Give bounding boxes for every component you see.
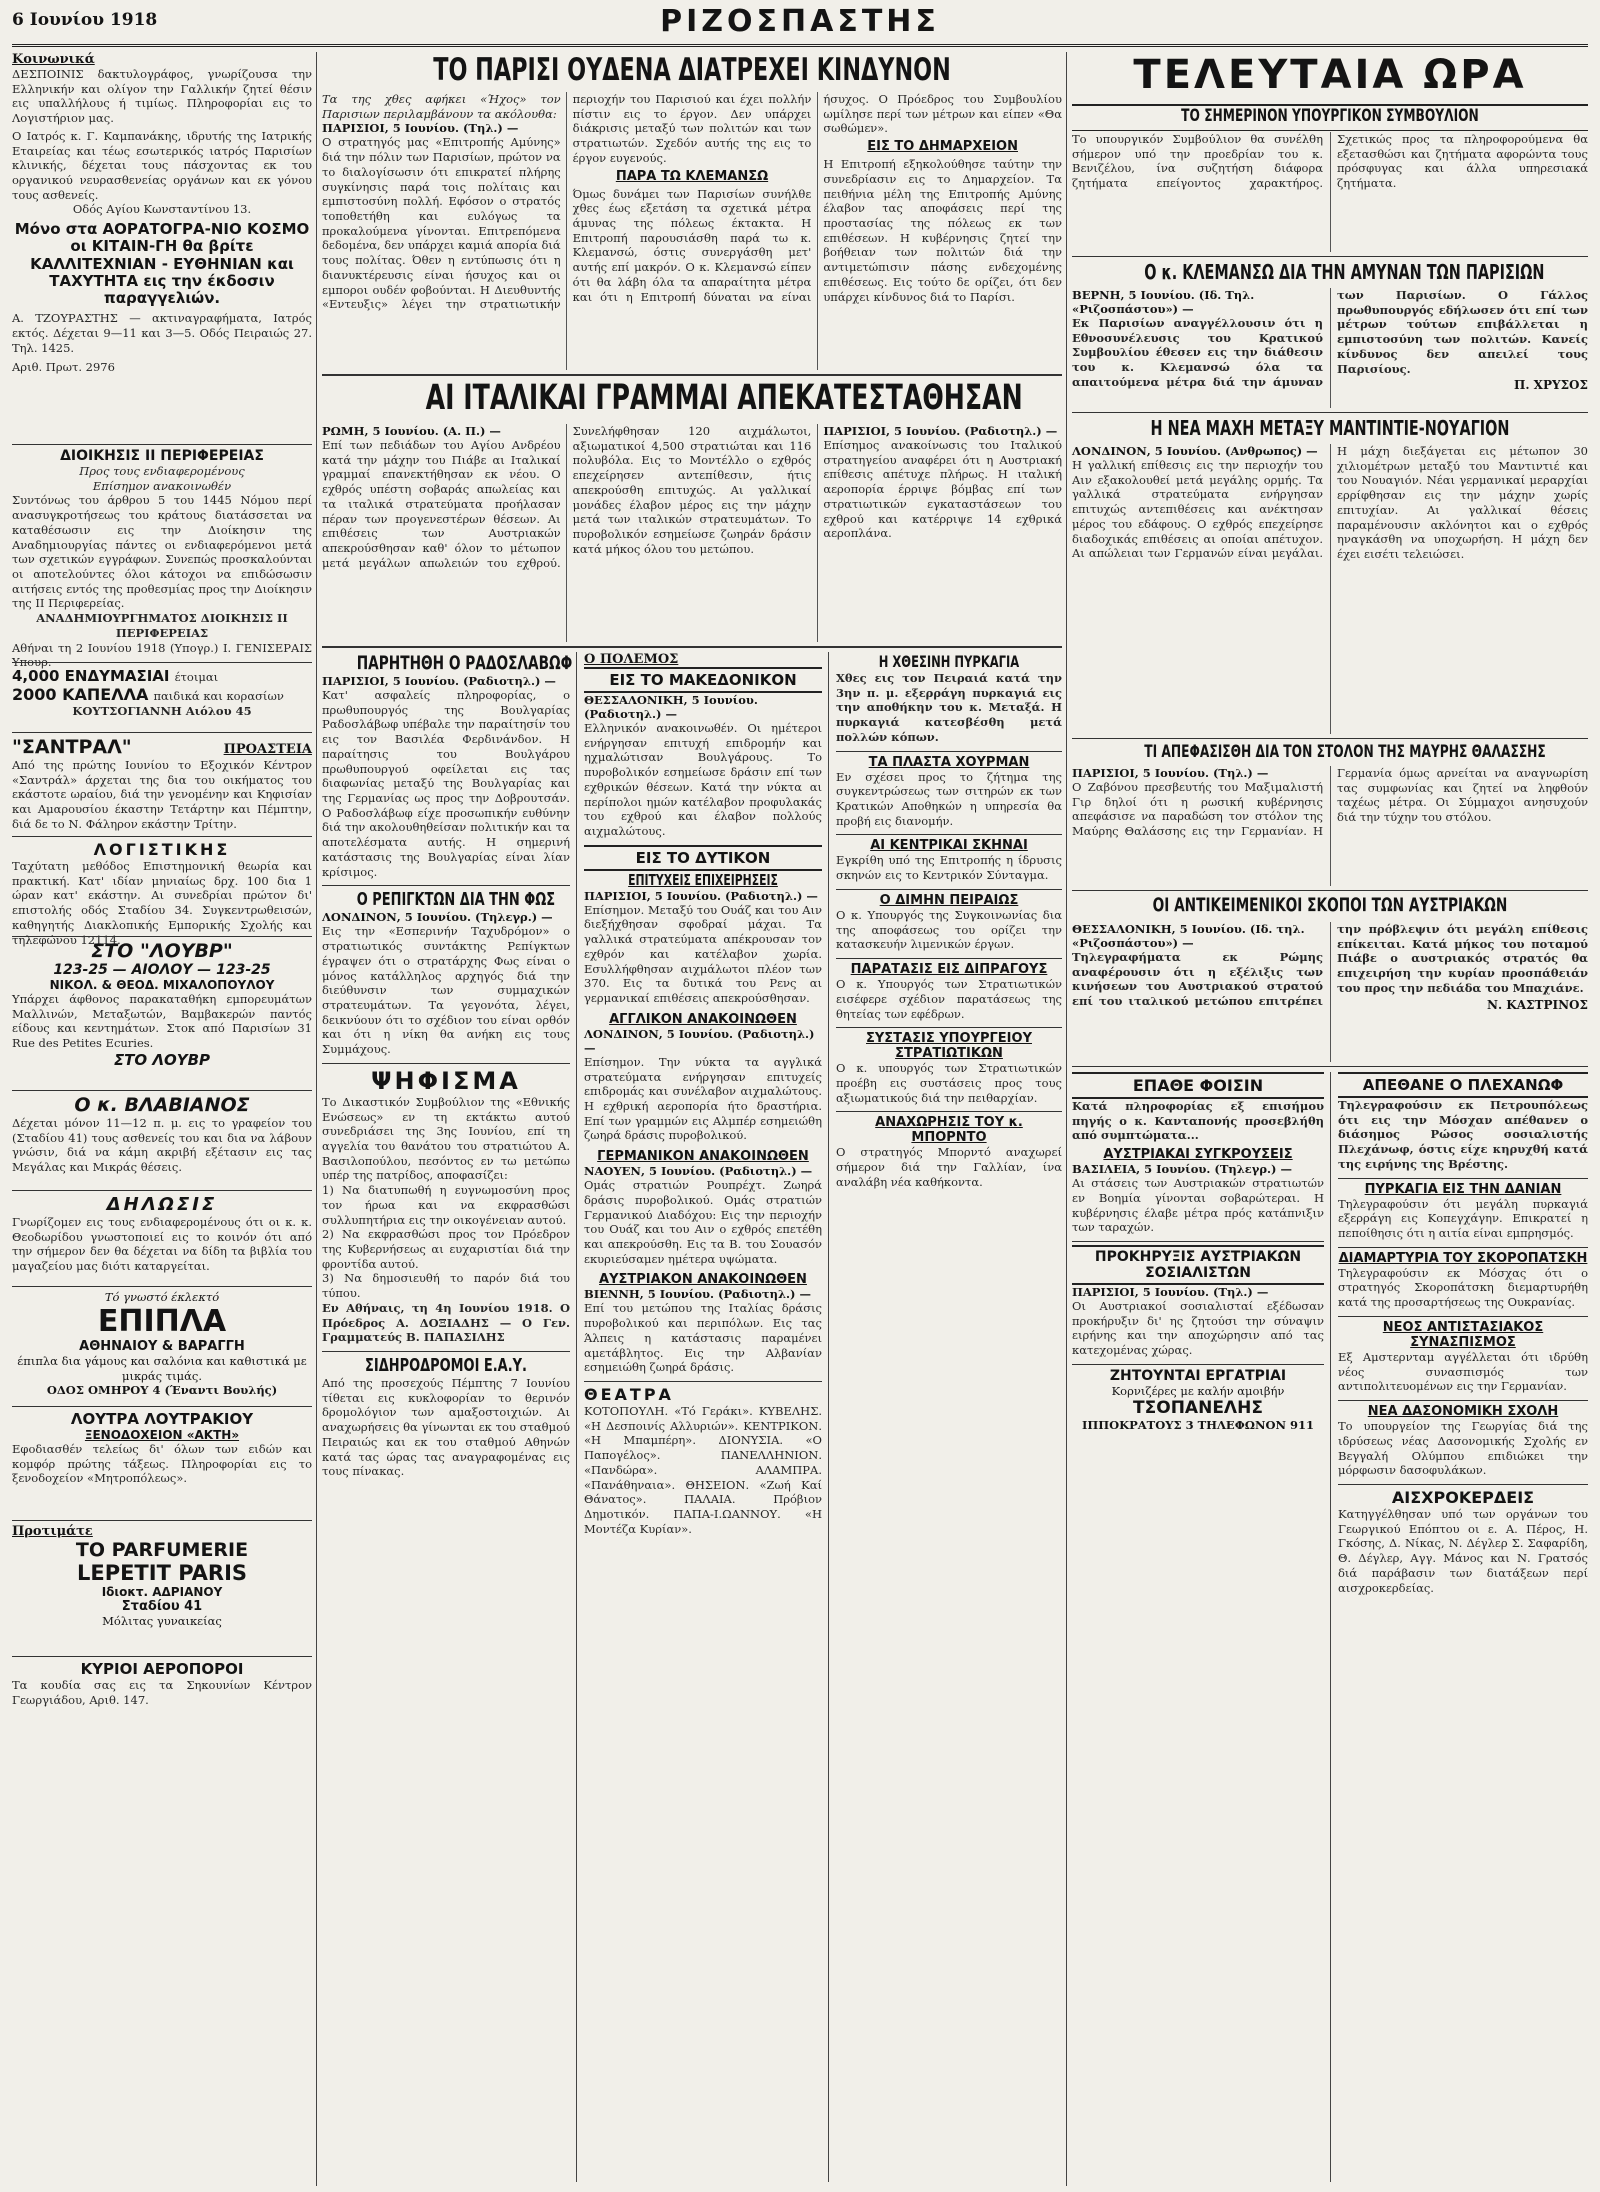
- rule: [322, 646, 1062, 648]
- black-sea-title: ΤΙ ΑΠΕΦΑΣΙΣΘΗ ΔΙΑ ΤΟΝ ΣΤΟΛΟΝ ΤΗΣ ΜΑΥΡΗΣ ΘΑΛΑΣΣΗΣ: [1144, 742, 1546, 762]
- macedonian-dateline: ΘΕΣΣΑΛΟΝΙΚΗ, 5 Ιουνίου. (Ραδιοτηλ.) —: [584, 693, 758, 721]
- denmark-fire-title: ΠΥΡΚΑΓΙΑ ΕΙΣ ΤΗΝ ΔΑΝΙΑΝ: [1364, 1181, 1562, 1197]
- workers-wanted-address: ΙΠΠΟΚΡΑΤΟΥΣ 3 ΤΗΛΕΦΩΝΟΝ 911: [1081, 1418, 1315, 1433]
- masthead: [12, 4, 1588, 44]
- extension-text: Ο κ. Υπουργός των Στρατιωτικών εισέφερε σχέδιον παρατάσεως της θητείας των εφέδρων.: [836, 977, 1062, 1021]
- profiteers-title: ΑΙΣΧΡΟΚΕΡΔΕΙΣ: [1391, 1487, 1535, 1507]
- resolution-title: ΨΗΦΙΣΜΑ: [371, 1066, 521, 1095]
- issue-date: 6 Ιουνίου 1918: [12, 10, 158, 30]
- austrian-communique-title: ΑΥΣΤΡΙΑΚΟΝ ΑΝΑΚΟΙΝΩΘΕΝ: [599, 1272, 807, 1288]
- vlavianos-text: Δέχεται μόνον 11—12 π. μ. εις το γραφείον του (Σταδίου 41) τους ασθενείς του και δια να λάβουν γνώσιν, διά να κάμη ακριβή εξέτασιν εις τας Μεγάλας και Μικράς θέσεις.: [12, 1116, 312, 1175]
- loutraki-title: ΛΟΥΤΡΑ ΛΟΥΤΡΑΚΙΟΥ: [70, 1410, 254, 1428]
- clothing-ad: [12, 666, 312, 728]
- rule: [322, 885, 570, 886]
- furniture-ad: [12, 1290, 312, 1402]
- doctor-address: Οδός Αγίου Κωνσταντίνου 13.: [72, 202, 252, 217]
- louvre-text: Υπάρχει άφθονος παρακαταθήκη εμπορευμάτων Μαλλινών, Μεταξωτών, Βαμβακερών παντός είδους και κεντημάτων. Στοκ από Παρισίων 31 Rue des Petites Ecuries.: [12, 992, 312, 1051]
- italian-dateline-2: ΠΑΡΙΣΙΟΙ, 5 Ιουνίου. (Ραδιοτηλ.) —: [823, 424, 1058, 438]
- german-communique-text: Ομάς στρατιών Ρουπρέχτ. Ζωηρά δράσις πυροβολικού. Ομάς στρατιών Γερμανικού Διαδόχου: Εις την περιοχήν του Ουάζ και του Αιν ο εχθρός επετέθη και απεκρούσθη. Εις τα Β. του Σουασόν εκυριεύσαμεν ημέτερα υψώματα.: [584, 1178, 822, 1266]
- plekhanov-title: ΑΠΕΘΑΝΕ Ο ΠΛΕΧΑΝΩΦ: [1338, 1072, 1588, 1098]
- plekhanov-text: Τηλεγραφούσιν εκ Πετρουπόλεως ότι εις την Μόσχαν απέθανεν ο διάσημος Ρώσος σοσιαλιστής Πλεχάνωφ, όστις είχε κηρυχθή κατά της ειρήνης της Βρέστης.: [1338, 1098, 1588, 1171]
- column-divider: [576, 652, 577, 2182]
- accounting-title: ΛΟΓΙΣΤΙΚΗΣ: [93, 840, 231, 859]
- central-scenes-text: Εγκρίθη υπό της Επιτροπής η ίδρυσις σκηνών εις το Κεντρικόν Σύνταγμα.: [836, 853, 1062, 883]
- western-dateline: ΠΑΡΙΣΙΟΙ, 5 Ιουνίου. (Ραδιοτηλ.) —: [584, 888, 818, 903]
- english-communique-dateline: ΛΟΝΔΙΝΟΝ, 5 Ιουνίου. (Ραδιοτηλ.) —: [584, 1026, 815, 1055]
- aviators-text: Τα κουδία σας εις τα Σηκουνίων Κέντρον Γεωργιάδου, Αριθ. 147.: [12, 1678, 312, 1707]
- rule: [12, 662, 312, 663]
- newspaper-title: ΡΙΖΟΣΠΑΣΤΗΣ: [660, 4, 940, 39]
- black-sea-text: Ο Ζαβόνου πρεσβευτής του Μαξιμαλιστή Γιρ δηλοί ότι η ρωσική κυβέρνησις απεφάσισε να παραδώση τον στόλον της Μαύρης Θαλάσσης εις την Γερμανίαν. Η Γερμανία όμως αρνείται να αναγνωρίση τας συμφωνίας και ζητεί να ληφθούν ταχέως μέτρα. Οι Σύμμαχοι ανησυχούν διά την τύχην του στόλου.: [1072, 766, 1588, 839]
- loutraki-hotel: ΞΕΝΟΔΟΧΕΙΟΝ «ΑΚΤΗ»: [84, 1428, 240, 1442]
- paris-intro: Τα της χθες αφήκει «Ήχος» τον Παρισιων περιλαμβάνουν τα ακόλουθα:: [322, 92, 561, 121]
- notice-text: Συντόνως του άρθρου 5 του 1445 Νόμου περί ανασυγκροτήσεως του κράτους διατάσσεται να καταθέσωσιν εις την Διοίκησιν της Αναδημιουργίας πάντες οι ενδιαφερόμενοι μετά των σχετικών εγγράφων. Συνεπώς προσκαλούνται οι αποτελούντες όλοι κάτοχοι να επιδώσωσιν αιτήσεις εντός της προθεσμίας προς την Διοίκησιν της ΙΙ Περιφερείας.: [12, 493, 312, 611]
- austrian-aims-dateline: ΘΕΣΣΑΛΟΝΙΚΗ, 5 Ιουνίου. (Ιδ. τηλ. «Ριζοσπάστου») —: [1072, 922, 1305, 950]
- center-subcolumn-b: [584, 652, 822, 2182]
- rule: [836, 958, 1062, 959]
- skoropadsky-title: ΔΙΑΜΑΡΤΥΡΙΑ ΤΟΥ ΣΚΟΡΟΠΑΤΣΚΗ: [1338, 1250, 1588, 1266]
- clemenceau-dateline: ΒΕΡΝΗ, 5 Ιουνίου. (Ιδ. Τηλ. «Ριζοσπάστου») —: [1072, 288, 1255, 316]
- austrian-clashes-text: Αι στάσεις των Αυστριακών στρατιωτών εν Βοημία γίνονται σοβαρώτεραι. Η κυβέρνησις έλαβε μέτρα πρός κατάπνιξιν των ταραχών.: [1072, 1176, 1324, 1235]
- paris-text-3: Η Επιτροπή εξηκολούθησε ταύτην την συνεδρίασιν εις το Δημαρχείον. Τα πειθήνια μέλη της Επιτροπής Αμύνης έλαβον τας αποφάσεις περί της προστασίας της πόλεως εκ των επιθέσεων. Η κυβέρνησις ζητεί την βοήθειαν των πολιτών διά την αντιμετώπισιν πάσης ενδεχομένης επιθέσεως. Εις τούτο δε ορίζει, ότι δεν υπάρχει κίνδυνος διά το Παρίσι.: [823, 157, 1062, 304]
- austrian-aims-title: ΟΙ ΑΝΤΙΚΕΙΜΕΝΙΚΟΙ ΣΚΟΠΟΙ ΤΩΝ ΑΥΣΤΡΙΑΚΩΝ: [1152, 894, 1508, 916]
- notice-signature: Αθήναι τη 2 Ιουνίου 1918 (Υπογρ.) Ι. ΓΕΝΙΣΕΡΑΙΣ Υπουρ.: [12, 640, 312, 670]
- austrian-clashes-title: ΑΥΣΤΡΙΑΚΑΙ ΣΥΓΚΡΟΥΣΕΙΣ: [1103, 1147, 1293, 1163]
- ministry-title: ΣΥΣΤΑΣΙΣ ΥΠΟΥΡΓΕΙΟΥ ΣΤΡΑΤΙΩΤΙΚΩΝ: [866, 1031, 1032, 1062]
- clemenceau-title: Ο κ. ΚΛΕΜΑΝΣΩ ΔΙΑ ΤΗΝ ΑΜΥΝΑΝ ΤΩΝ ΠΑΡΙΣΙΩΝ: [1144, 260, 1545, 284]
- central-scenes-title: ΑΙ ΚΕΝΤΡΙΚΑΙ ΣΚΗΝΑΙ: [870, 838, 1028, 854]
- parfumerie-text: Μόλιτας γυναικείας: [102, 1614, 222, 1628]
- louvre-footer: ΣΤΟ ΛΟΥΒΡ: [113, 1050, 211, 1069]
- parfumerie-title-2: LEPETIT PARIS: [76, 1561, 248, 1585]
- right-subcolumn-a: [1072, 1072, 1324, 2182]
- austrian-aims-signature: Ν. ΚΑΣΤΡΙΝΟΣ: [1486, 997, 1588, 1012]
- proclamation-title: ΠΡΟΚΗΡΥΞΙΣ ΑΥΣΤΡΙΑΚΩΝ ΣΟΣΙΑΛΙΣΤΩΝ: [1072, 1245, 1324, 1285]
- italian-headline: [322, 378, 1062, 420]
- clemenceau-text: Εκ Παρισίων αναγγέλλουσιν ότι η Εθνοσυνέλευσις του Κρατικού Συμβουλίου έθεσεν εις την διάθεσιν του κ. Κλεμανσώ όλα τα απαιτούμενα μέτρα διά την άμυναν των Παρισίων. Ο Γάλλος πρωθυπουργός εδήλωσεν ότι επί των μέτρων τούτων επιβάλλεται η εμπιστοσύνη των πολιτών. Κανείς κίνδυνος δεν απειλεί τους Παρισίους.: [1072, 288, 1588, 389]
- parfumerie-owner: Ιδιοκτ. ΑΔΡΙΑΝΟΥ: [101, 1585, 223, 1599]
- new-battle-headline: [1072, 416, 1588, 440]
- center-subcolumn-a: [322, 652, 573, 2182]
- austrian-clashes-dateline: ΒΑΣΙΛΕΙΑ, 5 Ιουνίου. (Τηλεγρ.) —: [1072, 1162, 1292, 1177]
- notice-office: ΑΝΑΔΗΜΙΟΥΡΓΗΜΑΤΟΣ ΔΙΟΙΚΗΣΙΣ ΙΙ ΠΕΡΙΦΕΡΕΙΑΣ: [36, 611, 288, 640]
- furniture-address-2: ΟΔΟΣ ΟΜΗΡΟΥ 4 (Έναντι Βουλής): [46, 1383, 278, 1398]
- clothing-ad-title: 4,000 ΕΝΔΥΜΑΣΙΑΙ: [12, 667, 170, 685]
- clemenceau-article: [1072, 288, 1588, 408]
- rule: [836, 751, 1062, 752]
- aviators-title: ΚΥΡΙΟΙ ΑΕΡΟΠΟΡΟΙ: [80, 1660, 244, 1678]
- new-battle-title: Η ΝΕΑ ΜΑΧΗ ΜΕΤΑΞΥ ΜΑΝΤΙΝΤΙΕ-ΝΟΥΑΓΙΟΝ: [1150, 416, 1510, 440]
- column-divider: [1330, 1072, 1331, 2182]
- rule: [836, 834, 1062, 835]
- rule: [836, 1027, 1062, 1028]
- accounting-ad: [12, 840, 312, 947]
- santral-ad: [12, 736, 312, 832]
- fabrics-title: ΤΑ ΠΛΑΣΤΑ ΧΟΥΡΜΑΝ: [868, 754, 1030, 770]
- forestry-title: ΝΕΑ ΔΑΣΟΝΟΜΙΚΗ ΣΧΟΛΗ: [1367, 1404, 1559, 1420]
- austrian-communique-text: Επί του μετώπου της Ιταλίας δράσις πυροβολικού και περιπόλων. Εις τας Άλπεις η κατάστασις παραμένει αμετάβλητος. Εις την Αλβανίαν εσημειώθη ζωηρά δράσις.: [584, 1301, 822, 1375]
- paris-text-2: Όμως δυνάμει των Παρισίων συνήλθε χθες έως εξετάση τα σχετικά μέτρα άμυνας της πόλεως έκτακτα. Η Επιτροπή παρουσιάσθη παρά τω κ. Κλεμανσώ, όστις συνεργάσθη μετ' αυτής επί μακρόν. Ο κ. Κλεμανσώ είπεν ότι θα λάβη όλα τα απαραίτητα μέτρα και ότι η Επιτροπή δύναται να είναι ήσυχος. Ο Πρόεδρος του Συμβουλίου ωμίλησε περί των μέτρων και είπεν «Θα σωθώμεν».: [572, 92, 1062, 304]
- macedonian-title: ΕΙΣ ΤΟ ΜΑΚΕΔΟΝΙΚΟΝ: [584, 667, 822, 693]
- rule: [322, 1351, 570, 1352]
- rule: [12, 1090, 312, 1091]
- workers-wanted-text: Κορνιζέρες με καλήν αμοιβήν: [1111, 1383, 1285, 1398]
- clemenceau-headline: [1072, 260, 1588, 284]
- declaration-ad: [12, 1194, 312, 1282]
- rule: [836, 1111, 1062, 1112]
- ministry-text: Ο κ. υπουργός των Στρατιωτικών προέβη εις συστάσεις προς τους αξιωματικούς διά την πειθαρχίαν.: [836, 1061, 1062, 1105]
- paris-title: ΤΟ ΠΑΡΙΣΙ ΟΥΔΕΝΑ ΔΙΑΤΡΕΧΕΙ ΚΙΝΔΥΝΟΝ: [433, 52, 951, 88]
- illness-title: ΕΠΑΘΕ ΦΟΙΣΙΝ: [1072, 1072, 1324, 1099]
- declaration-text: Γνωρίζομεν εις τους ενδιαφερομένους ότι οι κ. κ. Θεοδωρίδου γνωστοποιεί εις το κοινόν ότι από την σήμερον δεν θα δέχεται να δίδη τα βιβλία του μαγαζείου μας διότι καταργείται.: [12, 1215, 312, 1274]
- workers-wanted-name: ΤΣΟΠΑΝΕΛΗΣ: [1133, 1398, 1263, 1419]
- paris-dateline: ΠΑΡΙΣΙΟΙ, 5 Ιουνίου. (Τηλ.) —: [322, 121, 519, 136]
- italian-dateline: ΡΩΜΗ, 5 Ιουνίου. (Α. Π.) —: [322, 424, 501, 438]
- furniture-address: ΑΘΗΝΑΙΟΥ & ΒΑΡΑΓΓΗ: [79, 1339, 245, 1355]
- forestry-text: Το υπουργείον της Γεωργίας διά της ιδρύσεως νέας Δασονομικής Σχολής εν Βεγγαλή Ολύμπου επιδιώκει την μόρφωσιν δασοφυλάκων.: [1338, 1419, 1588, 1478]
- austrian-aims-article: [1072, 922, 1588, 1062]
- rule: [12, 936, 312, 937]
- rule: [1338, 1316, 1588, 1317]
- cabinet-subhead: ΤΟ ΣΗΜΕΡΙΝΟΝ ΥΠΟΥΡΓΙΚΟΝ ΣΥΜΒΟΥΛΙΟΝ: [1181, 106, 1479, 126]
- classified-text: ΔΕΣΠΟΙΝΙΣ δακτυλογράφος, γνωρίζουσα την Ελληνικήν και ολίγον την Γαλλικήν ζητεί θέσιν εις υπαλλήλους ή τιμίως. Πληροφορίαι εις το Λογιστήριον μας.: [12, 67, 312, 126]
- paris-text: Ο στρατηγός μας «Επιτροπής Αμύνης» διά την πόλιν των Παρισίων, πρώτον να το διαλογίσωσιν ότι επικρατεί πλήρης συγκίνησις παρά τοις πολίταις και εμπιστοσύνη πολλή. Εφόσον ο στρατός τοποθετήθη και ευλόγως τα προκαλούμενα γίνονται. Επιτρεπόμενα δεδομένα, δεν υπάρχει καμιά απορία διά τους πολίτας. Όθεν η εντύπωσις ότι η διανυκτέρευσις είναι ήσυχος και οι εμποροι ουδέν φοβούνται. Η Διευθυντής «Εντευξις» λέγει την στρατιωτικήν περιοχήν του Παρισιού και έχει πολλήν πίστιν εις το έργον. Δεν υπάρχει διάκρισις μεταξύ των πολιτών και των στρατιωτών. Σχεδόν αυτής της εις το έργον ευγενούς.: [322, 92, 812, 312]
- rule: [1338, 1178, 1588, 1179]
- black-sea-dateline: ΠΑΡΙΣΙΟΙ, 5 Ιουνίου. (Τηλ.) —: [1072, 766, 1269, 780]
- western-text: Επίσημον. Μεταξύ του Ουάζ και του Αιν διεξήχθησαν σφοδραί μάχαι. Τα γαλλικά στρατεύματα απέκρουσαν τον εχθρόν και κατέλαβον χωρία. Εσυλλήφθησαν αιχμάλωτοι πλέον των 370. Εις τα δυτικά του Ρενς αι γερμανικαί επιθέσεις απεκρούσθησαν.: [584, 902, 822, 1006]
- hats-ad-suffix: παιδικά και κορασίων: [153, 689, 284, 703]
- english-communique-text: Επίσημον. Την νύκτα τα αγγλικά στρατεύματα ενήργησαν επιτυχείς επιδρομάς και συνέλαβον αιχμαλώτους. Η εχθρική αεροπορία ήτο δραστήρια. Επί των γραμμών εις Αλμπέρ εσημειώθη ζωηρά δράσις πυροβολικού.: [584, 1054, 822, 1143]
- vlavianos-title: Ο κ. ΒΛΑΒΙΑΝΟΣ: [74, 1094, 250, 1116]
- rule: [1072, 738, 1588, 739]
- furniture-kicker: Τό γνωστό έκλεκτό: [104, 1290, 220, 1304]
- black-sea-headline: [1072, 742, 1588, 764]
- rule: [12, 1286, 312, 1287]
- center-subcolumn-c: [836, 652, 1062, 2182]
- rule: [322, 1063, 570, 1064]
- rule: [12, 1406, 312, 1407]
- rule: [12, 1190, 312, 1191]
- workers-wanted-title: ΖΗΤΟΥΝΤΑΙ ΕΡΓΑΤΡΙΑΙ: [1109, 1367, 1287, 1384]
- austrian-aims-headline: [1072, 894, 1588, 918]
- louvre-ad: [12, 940, 312, 1086]
- aviators-ad: [12, 1660, 312, 1740]
- rule: [1072, 1241, 1324, 1242]
- paris-article: [322, 92, 1062, 370]
- loutraki-text: Εφοδιασθέν τελείως δι' όλων των ειδών και κομφόρ πρώτης τάξεως. Πληροφορίαι εις το ξενοδοχείον «Μητροπόλεως».: [12, 1442, 312, 1486]
- black-sea-article: [1072, 766, 1588, 886]
- resolution-item-3: 3) Να δημοσιευθή το παρόν διά του τύπου.: [322, 1271, 570, 1301]
- furniture-text: έπιπλα δια γάμους και σαλόνια και καθιστικά με μικράς τιμάς.: [17, 1354, 307, 1383]
- radoslavov-text: Κατ' ασφαλείς πληροφορίας, ο πρωθυπουργός της Βουλγαρίας Ραδοσλάβωφ υπέβαλε την παραίτησίν του εις τον Βασιλέα Φερδινάνδον. Η παραίτησις του Βουλγάρου πρωθυπουργού οφείλεται εις τας διαφωνίας μεταξύ της Βουλγαρίας και της Γερμανίας ως προς την Δοβρουτσάν. Ο Ραδοσλάβωφ είχε προσωπικήν ευθύνην διά την ακολουθηθείσαν πολιτικήν και τα αποτελέσματα αυτής. Η σημερινή κατάστασις της Βουλγαρίας είναι λίαν κρίσιμος.: [322, 688, 570, 879]
- paris-headline: [322, 52, 1062, 88]
- resolution-text: Το Δικαστικόν Συμβούλιον της «Εθνικής Ενώσεως» εν τη εκτάκτω αυτού συνεδριάσει της 3ης Ιουνίου, επί τη αγγελία του θανάτου του στρατιώτου Α. Βασιλοπούλου, πεσόντος εν τω μετώπω υπέρ της πατρίδος, αποφασίζει:: [322, 1094, 570, 1183]
- departure-title: ΑΝΑΧΩΡΗΣΙΣ ΤΟΥ κ. ΜΠΟΡΝΤΟ: [875, 1115, 1023, 1146]
- fire-text: Χθες εις τον Πειραιά κατά την 3ην π. μ. εξερράγη πυρκαγιά εις την αποθήκην του κ. Μεταξά. Η πυρκαγιά κατεσβέσθη μετά πολλών κόπων.: [836, 671, 1062, 744]
- resolution-item-2: 2) Να εκφρασθώσι προς τον Πρόεδρον της Κυβερνήσεως αι ευχαριστίαι διά την φροντίδα αυτού.: [322, 1227, 570, 1271]
- proclamation-text: Οι Αυστριακοί σοσιαλισταί εξέδωσαν προκήρυξιν δι' ης ζητούσι την σύναψιν ειρήνης και την αποχώρησιν από τας κατεχομένας χώρας.: [1072, 1299, 1324, 1358]
- column-divider: [1066, 52, 1067, 2186]
- column-divider: [316, 52, 317, 2186]
- protocol-number: Αριθ. Πρωτ. 2976: [12, 359, 115, 374]
- italian-text: Επί των πεδιάδων του Αγίου Ανδρέου κατά την μάχην του Πιάβε αι Ιταλικαί γραμμαί επανεκτήθησαν εκ νέου. Ο εχθρός υπέστη σοβαράς απωλείας και τα ιταλικά στρατεύματα προήλασαν πέραν των προγενεστέρων θέσεων. Αι επιθέσεις των Αυστριακών απεκρούσθησαν καθ' όλον το μέτωπον μετά μεγάλων απωλειών του εχθρού. Συνελήφθησαν 120 αιχμάλωτοι, αξιωματικοί 4,500 στρατιώται και 116 πολυβόλα. Εις το Μοντέλλο ο εχθρός επεχείρησεν αντεπίθεσιν, ήτις απεκρούσθη επιτυχώς. Αι γαλλικαί μονάδες έλαβον μέρος εις την μάχην μετά των ιταλικών στρατευμάτων. Το πυροβολικόν εσημείωσε ζωηράν δράσιν κατά μήκος όλου του μετώπου.: [322, 424, 812, 570]
- louvre-title: ΣΤΟ "ΛΟΥΒΡ": [91, 940, 233, 962]
- repington-title: Ο ΡΕΠΙΓΚΤΩΝ ΔΙΑ ΤΗΝ ΦΩΣ: [356, 889, 556, 911]
- clothing-ad-shop: ΚΟΥΤΣΟΓΙΑΝΝΗ Αιόλου 45: [72, 704, 252, 718]
- austrian-communique-dateline: ΒΙΕΝΝΗ, 5 Ιουνίου. (Ραδιοτηλ.) —: [584, 1287, 811, 1302]
- rule: [12, 444, 312, 445]
- santral-title: "ΣΑΝΤΡΑΛ": [12, 736, 132, 758]
- radoslavov-dateline: ΠΑΡΙΣΙΟΙ, 5 Ιουνίου. (Ραδιοτηλ.) —: [322, 674, 556, 688]
- profiteers-text: Κατηγγέλθησαν υπό των οργάνων του Γεωργικού Επόπτου οι ε. Α. Πέρος, Η. Γκόσης, Δ. Νίκας, Ν. Δέγλερ Σ. Σαφαρίδη, Θ. Δέγλερ, Αγγ. Μάνος και Ν. Γρατσός διά παράβασιν των διατάξεων περί αισχροκερδείας.: [1338, 1506, 1588, 1595]
- notice-subtitle-2: Επίσημον ανακοινωθέν: [92, 478, 232, 493]
- left-column: [12, 52, 312, 2186]
- hats-ad-title: 2000 ΚΑΠΕΛΛΑ: [12, 685, 149, 704]
- coalition-text: Εξ Αμστερνταμ αγγέλλεται ότι ιδρύθη νέος συνασπισμός των αντιπολιτευομένων εις την Γερμανίαν.: [1338, 1349, 1588, 1394]
- new-battle-dateline: ΛΟΝΔΙΝΟΝ, 5 Ιουνίου. (Ανθρωπος) —: [1072, 444, 1318, 458]
- italian-title: ΑΙ ΙΤΑΛΙΚΑΙ ΓΡΑΜΜΑΙ ΑΠΕΚΑΤΕΣΤΑΘΗΣΑΝ: [425, 378, 1023, 418]
- austrian-aims-text: Τηλεγραφήματα εκ Ρώμης αναφέρουσιν ότι η εξέλιξις των κινήσεων του Αυστριακού στρατού επί του ιταλικού μετώπου επιτρέπει την πρόβλεψιν ότι μεγάλη επίθεσις επίκειται. Κατά μήκος του ποταμού Πιάβε ο αυστριακός στρατός θα επιχειρήση την κυρίαν προσπάθειάν του προς την πεδιάδα του Μπαχιάνε.: [1072, 922, 1588, 1009]
- railways-text: Από της προσεχούς Πέμπτης 7 Ιουνίου τίθεται εις κυκλοφορίαν το θερινόν δρομολόγιον των αμαξοστοιχιών. Αι αναχωρήσεις θα γίνωνται εκ του σταθμού Πειραιώς και εκ του σταθμού Αθηνών κατά τας ώρας τας αναγραφομένας εις τους πίνακας.: [322, 1376, 570, 1479]
- notice-title: ΔΙΟΙΚΗΣΙΣ ΙΙ ΠΕΡΙΦΕΡΕΙΑΣ: [60, 448, 264, 464]
- italian-article: [322, 424, 1062, 642]
- parfumerie-address: Σταδίου 41: [121, 1599, 203, 1614]
- repington-text: Εις την «Εσπερινήν Ταχυδρόμον» ο στρατιωτικός συντάκτης Ρεπίγκτων έγραψεν ότι ο στρατάρχης Φως είναι ο μόνος κατάλληλος αρχηγός διά την διεύθυνσιν των συμμαχικών στρατευμάτων. Τα γεγονότα, λέγει, δεικνύουν ότι το σχέδιον του είναι ορθόν και ότι η νίκη θα ανήκη εις τους Συμμάχους.: [322, 924, 570, 1057]
- printing-ad-headline: Μόνο στα ΑΟΡΑΤΟΓΡΑ-ΝΙΟ ΚΟΣΜΟ οι ΚΙΤΑΙΝ-ΓΗ θα βρίτε ΚΑΛΛΙΤΕΧΝΙΑΝ - ΕΥΘΗΝΙΑΝ και ΤΑΧΥΤΗΤΑ εις την έκδοσιν παραγγελιών.: [14, 220, 310, 308]
- radoslavov-title: ΠΑΡΗΤΗΘΗ Ο ΡΑΔΟΣΛΑΒΩΦ: [356, 652, 573, 674]
- vlavianos-ad: [12, 1094, 312, 1186]
- last-hour-title: ΤΕΛΕΥΤΑΙΑ ΩΡΑ: [1133, 52, 1527, 98]
- english-communique-title: ΑΓΓΛΙΚΟΝ ΑΝΑΚΟΙΝΩΘΕΝ: [609, 1011, 797, 1027]
- paris-subhead-townhall: ΕΙΣ ΤΟ ΔΗΜΑΡΧΕΙΟΝ: [867, 139, 1018, 155]
- rule: [12, 836, 312, 837]
- piraeus-port-text: Ο κ. Υπουργός της Συγκοινωνίας δια της αποφάσεως του ορίζει την κατασκευήν λιμενικών έργων.: [836, 907, 1062, 952]
- rule: [1338, 1484, 1588, 1485]
- rule: [322, 374, 1062, 376]
- last-hour-banner: [1072, 52, 1588, 102]
- rule: [1072, 1364, 1324, 1365]
- right-column: [1072, 52, 1588, 2186]
- rule: [12, 732, 312, 733]
- clemenceau-signature: Π. ΧΡΥΣΟΣ: [1513, 378, 1588, 393]
- western-subtitle: ΕΠΙΤΥΧΕΙΣ ΕΠΙΧΕΙΡΗΣΕΙΣ: [628, 870, 778, 889]
- declaration-title: ΔΗΛΩΣΙΣ: [106, 1194, 218, 1215]
- loutraki-ad: [12, 1410, 312, 1516]
- xray-ad: Α. ΤΖΟΥΡΑΣΤΗΣ — ακτιναγραφήματα, Ιατρός εκτός. Δέχεται 9—11 και 3—5. Οδός Πειραιώς 27. Τηλ. 1425.: [12, 311, 312, 355]
- rule: [1338, 1247, 1588, 1248]
- classified-block: [12, 52, 312, 442]
- macedonian-text: Ελληνικόν ανακοινωθέν. Οι ημέτεροι ενήργησαν επιτυχή επιδρομήν και ηχμαλώτισαν Βουλγάρους. Το πυροβολικόν εσημείωσε δράσιν επί των εχθρικών θέσεων. Κατά την νύκτα αι περίπολοι ημών κατέλαβον προφυλακάς του εχθρού και έλαβον πολλούς αιχμαλώτους.: [584, 721, 822, 839]
- theatres-text: ΚΟΤΟΠΟΥΛΗ. «Τό Γεράκι». ΚΥΒΕΛΗΣ. «Η Δεσποινίς Αλλυριών». ΚΕΝΤΡΙΚΟΝ. «Η Μπαμπέρη». ΔΙΟΝΥΣΙΑ. «Ο Παπογέλος». ΠΑΝΕΛΛΗΝΙΟΝ. «Πανδώρα». ΑΛΑΜΠΡΑ. «Πανάθηναια». ΘΗΣΕΙΟΝ. «Ζωή Καί Θάνατος». ΠΑΛΑΙΑ. Πρόβιον Δημοτικόν. ΠΑΠΑ-Ι.ΩΑΝΝΟΥ. «Η Μοντέζα Κυρίαν».: [584, 1404, 822, 1536]
- proclamation-dateline: ΠΑΡΙΣΙΟΙ, 5 Ιουνίου. (Τηλ.) —: [1072, 1285, 1269, 1300]
- santral-tag: ΠΡΟΑΣΤΕΙΑ: [223, 742, 312, 757]
- departure-text: Ο στρατηγός Μπορντό αναχωρεί σήμερον διά την Γαλλίαν, ίνα αναλάβη νέα καθήκοντα.: [836, 1145, 1062, 1189]
- paris-subhead-clemenceau: ΠΑΡΑ ΤΩ ΚΛΕΜΑΝΣΩ: [615, 168, 769, 184]
- rule: [12, 1520, 312, 1521]
- center-column: [322, 52, 1062, 2186]
- fabrics-text: Εν σχέσει προς το ζήτημα της συγκεντρώσεως των σιτηρών εκ των Κρατικών Αποθηκών η υπηρεσία θα προβή εις διανομήν.: [836, 769, 1062, 828]
- cabinet-text: Το υπουργικόν Συμβούλιον θα συνέλθη σήμερον υπό την προεδρίαν του κ. Βενιζέλου, ίνα συζητήση διάφορα ζητήματα επείγοντος χαρακτήρος. Σχετικώς προς τα πληροφορούμενα θα εξετασθώσι και ζητήματα αφορώντα τους πρόσφυγας και άλλα υπηρεσιακά ζητήματα.: [1072, 132, 1588, 191]
- rule: [584, 1381, 822, 1382]
- western-title: ΕΙΣ ΤΟ ΔΥΤΙΚΟΝ: [584, 845, 822, 871]
- accounting-text: Ταχύτατη μεθόδος Επιστημονική θεωρία και πρακτική. Κατ' ιδίαν μηνιαίως δρχ. 100 δια 1 ώραν κατ' εκάστην. Αι συνεδρίαι πρώτον δι' επιστολής οδός Σταδίου 34. Συγκεντρωθεισών, καθηγητής Διακλοπικής Εμπορικής Σχολής και τηλεφώνου 12114.: [12, 859, 312, 947]
- new-battle-text: Η γαλλική επίθεσις εις την περιοχήν του Αιν εξακολουθεί μετά μεγάλης ορμής. Τα γαλλικά στρατεύματα ενήργησαν επιτυχώς αντεπιθέσεις και ανέκτησαν μέρος του εδάφους. Ο εχθρός επεχείρησε διαδοχικάς επιθέσεις αι οποίαι απέτυχον. Αι απώλειαι των Γερμανών είναι μεγάλαι. Η μάχη διεξάγεται εις μέτωπον 30 χιλιομέτρων μεταξύ του Μαντιντιέ και του Νουαγιόν. Νέαι γερμανικαί μεραρχίαι ερρίφθησαν εις την μάχην χωρίς επιτυχίαν. Αι γαλλικαί θέσεις παραμένουσιν ακλόνητοι και ο εχθρός ηναγκάσθη να υποχωρήση. Η μάχη δεν έχει εισέτι τελειώσει.: [1072, 444, 1588, 562]
- cabinet-article: [1072, 132, 1588, 252]
- war-kicker: Ο ΠΟΛΕΜΟΣ: [584, 652, 679, 667]
- rule: [1072, 1066, 1588, 1067]
- right-subcolumn-b: [1338, 1072, 1588, 2182]
- parfumerie-kicker: Προτιμάτε: [12, 1524, 93, 1539]
- rule: [1072, 412, 1588, 413]
- section-kicker: Κοινωνικά: [12, 52, 95, 67]
- extension-title: ΠΑΡΑΤΑΣΙΣ ΕΙΣ ΔΙΠΡΑΓΟΥΣ: [850, 962, 1048, 978]
- german-communique-title: ΓΕΡΜΑΝΙΚΟΝ ΑΝΑΚΟΙΝΩΘΕΝ: [597, 1149, 809, 1165]
- notice-subtitle: Προς τους ενδιαφερομένους: [79, 464, 245, 478]
- new-battle-article: [1072, 444, 1588, 734]
- coalition-title: ΝΕΟΣ ΑΝΤΙΣΤΑΣΙΑΚΟΣ ΣΥΝΑΣΠΙΣΜΟΣ: [1382, 1319, 1544, 1350]
- illness-text: Κατά πληροφορίας εξ επισήμου πηγής ο κ. Κανταπονής προσεβλήθη από συμπτώματα...: [1072, 1099, 1324, 1143]
- doctor-ad: Ο Ιατρός κ. Γ. Καμπανάκης, ιδρυτής της Ιατρικής Εταιρείας και τέως εσωτερικός ιατρός Παρισίων κλινικής, δέχεται τους πάσχοντας εκ του οργανικού νευρασθενείας οργάνων και εκ γόνου τους ασθενείς.: [12, 128, 312, 202]
- louvre-owners: ΝΙΚΟΛ. & ΘΕΟΔ. ΜΙΧΑΛΟΠΟΥΛΟΥ: [49, 978, 275, 992]
- resolution-signature: Εν Αθήναις, τη 4η Ιουνίου 1918. Ο Πρόεδρος Α. ΔΟΞΙΑΔΗΣ — Ο Γεν. Γραμματεύς Β. ΠΑΠΑΣΙΛΗΣ: [322, 1300, 570, 1345]
- santral-text: Από της πρώτης Ιουνίου το Εξοχικόν Κέντρον «Σαντράλ» άρχεται της δια του οικήματος του εκάστοτε ωραίου, διά την γενομένην και Κηφισίαν και Αμαρουσίου έκαστην Τετάρτην και Πέμπτην, διά δε το Ν. Φάληρον εκάστην Τρίτην.: [12, 758, 312, 831]
- administration-notice: [12, 448, 312, 670]
- italian-text-2: Επίσημος ανακοίνωσις του Ιταλικού στρατηγείου αναφέρει ότι η Αυστριακή επίθεσις απέτυχε πλήρως. Η ιταλική αεροπορία έρριψε βόμβας επί των στρατιωτικών εγκαταστάσεων του εχθρού και κατέρριψε 14 εχθρικά αεροπλάνα.: [823, 438, 1062, 541]
- denmark-fire-text: Τηλεγραφούσιν ότι μεγάλη πυρκαγιά εξερράγη εις Κοπεγχάγην. Επικρατεί η πεποίθησις ότι η αιτία είναι εμπρησμός.: [1338, 1196, 1588, 1241]
- theatres-title: ΘΕΑΤΡΑ: [584, 1385, 674, 1404]
- rule: [1072, 890, 1588, 891]
- cabinet-subhead-box: [1072, 104, 1588, 131]
- clothing-ad-title-suffix: έτοιμαι: [174, 670, 219, 684]
- german-communique-dateline: ΝΑΟΥΕΝ, 5 Ιουνίου. (Ραδιοτηλ.) —: [584, 1164, 813, 1179]
- rule: [12, 1656, 312, 1657]
- skoropadsky-text: Τηλεγραφούσιν εκ Μόσχας ότι ο στρατηγός Σκοροπάτσκη διεμαρτυρήθη κατά της προσαρτήσεως της Ουκρανίας.: [1338, 1265, 1588, 1310]
- furniture-title: ΕΠΙΠΛΑ: [97, 1304, 227, 1340]
- railways-title: ΣΙΔΗΡΟΔΡΟΜΟΙ Ε.Α.Υ.: [365, 1355, 527, 1377]
- masthead-rule: [12, 44, 1588, 47]
- rule: [836, 889, 1062, 890]
- fire-title: Η ΧΘΕΣΙΝΗ ΠΥΡΚΑΓΙΑ: [878, 652, 1020, 671]
- resolution-item-1: 1) Να διατυπωθή η ευγνωμοσύνη προς τον ήρωα και να εκφρασθώσι συλλυπητήρια εις την οικογένειαν αυτού.: [322, 1183, 570, 1227]
- parfumerie-ad: [12, 1524, 312, 1652]
- parfumerie-title: ΤΟ PARFUMERIE: [75, 1539, 249, 1561]
- rule: [1072, 256, 1588, 257]
- piraeus-port-title: Ο ΔΙΜΗΝ ΠΕΙΡΑΙΩΣ: [879, 892, 1019, 908]
- column-divider: [828, 652, 829, 2182]
- repington-dateline: ΛΟΝΔΙΝΟΝ, 5 Ιουνίου. (Τηλεγρ.) —: [322, 910, 553, 925]
- louvre-address: 123-25 — ΑΙΟΛΟΥ — 123-25: [53, 962, 271, 978]
- rule: [1338, 1400, 1588, 1401]
